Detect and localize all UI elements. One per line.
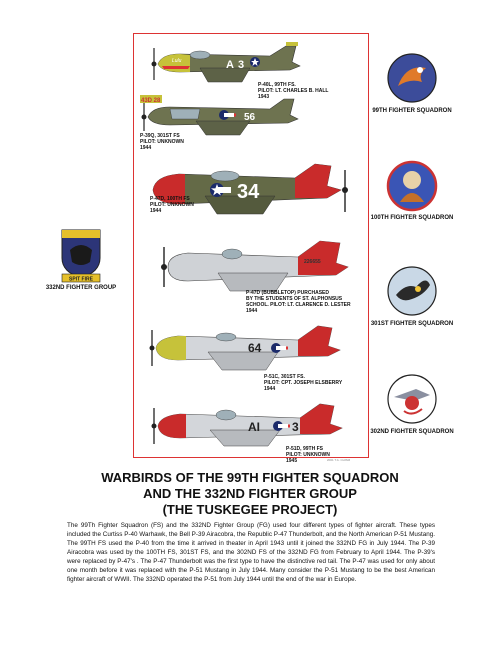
patch-302nd-squadron	[386, 373, 438, 425]
patch-label-100th: 100TH FIGHTER SQUADRON	[370, 215, 454, 221]
p47d-bubbletop-tail-number: 226655	[304, 259, 321, 265]
plane-p40l	[150, 38, 310, 86]
group-motto: SPIT FIRE	[69, 276, 93, 283]
p51d-caption: P-51D, 99TH FS PILOT: UNKNOWN 1945	[286, 446, 330, 464]
page-title-line-3: (THE TUSKEGEE PROJECT)	[162, 502, 338, 517]
artist-credit: 2001 T.A. CHISM	[327, 458, 351, 462]
p40l-caption: P-40L, 99TH FS. PILOT: LT. CHARLES B. HALL 1943	[258, 82, 329, 100]
plane-p51d	[150, 398, 350, 450]
p51d-code: AI	[248, 420, 260, 434]
p51c-caption: P-51C, 301ST FS. PILOT: CPT. JOSEPH ELSBERRY 1944	[264, 374, 343, 392]
p40l-tail-code: A	[226, 59, 234, 71]
p47d-caption: P-47D, 100TH FS PILOT: UNKNOWN 1944	[150, 196, 194, 214]
p39q-number: 56	[244, 112, 256, 123]
patch-99th-squadron	[386, 52, 438, 104]
patch-label-301st: 301ST FIGHTER SQUADRON	[370, 321, 454, 327]
plane-p51c	[148, 318, 348, 374]
patch-301st-squadron	[386, 265, 438, 317]
body-paragraph: The 99Th Fighter Squadron (FS) and the 332ND Fighter Group (FG) used four different types of fighter aircraft. These types included the Curtiss P-40 Warhawk, the Bell P-39 Airacobra, the Republic P-47 Thunderbolt, and the North American P-51 Mustang. The 99TH FS used the P-40 from the time it arrived in theater in April 1943 until it joined the 332ND FG in July 1944. The P-39 Airacobra was used by the 100TH FS, 301ST FS, and the 302ND FS of the 332ND FG from February to April 1944. The P-39's were replaced by P-47's . The P-47 Thunderbolt was the first type to have the distinctive red tail. The P-47 was used for only about one month before it was replaced with the P-51 Mustang in July 1944. Many consider the P-51 Mustang to be the best American fighter aircraft of WWII. The 332ND operated the P-51 from July 1944 until the end of the war in Europe.	[67, 522, 435, 583]
p51c-number: 64	[248, 341, 262, 355]
patch-label-99th: 99TH FIGHTER SQUADRON	[372, 108, 452, 114]
p39q-caption: P-39Q, 301ST FS PILOT: UNKNOWN 1944	[140, 133, 184, 151]
p51d-number: 3	[292, 420, 299, 434]
p47d-bubbletop-caption: P-47D (BUBBLETOP) PURCHASED BY THE STUDENTS OF ST. ALPHONSUS SCHOOL. PILOT: LT. CLARENCE D. LESTER 1944	[246, 290, 351, 314]
p47d-number: 34	[237, 181, 260, 203]
patch-label-302nd: 302ND FIGHTER SQUADRON	[370, 429, 454, 435]
group-label: 332ND FIGHTER GROUP	[45, 285, 117, 291]
page-title-line-1: WARBIRDS OF THE 99TH FIGHTER SQUADRON	[101, 470, 399, 485]
p40l-nose-text: Lulu	[172, 58, 182, 64]
plane-p47d-bubbletop	[148, 235, 358, 297]
p40l-number: 3	[238, 59, 245, 71]
p39q-nose-text: 43D 28	[141, 98, 161, 104]
patch-100th-squadron	[386, 160, 438, 212]
group-emblem	[60, 228, 102, 284]
page-title-line-2: AND THE 332ND FIGHTER GROUP	[143, 486, 357, 501]
